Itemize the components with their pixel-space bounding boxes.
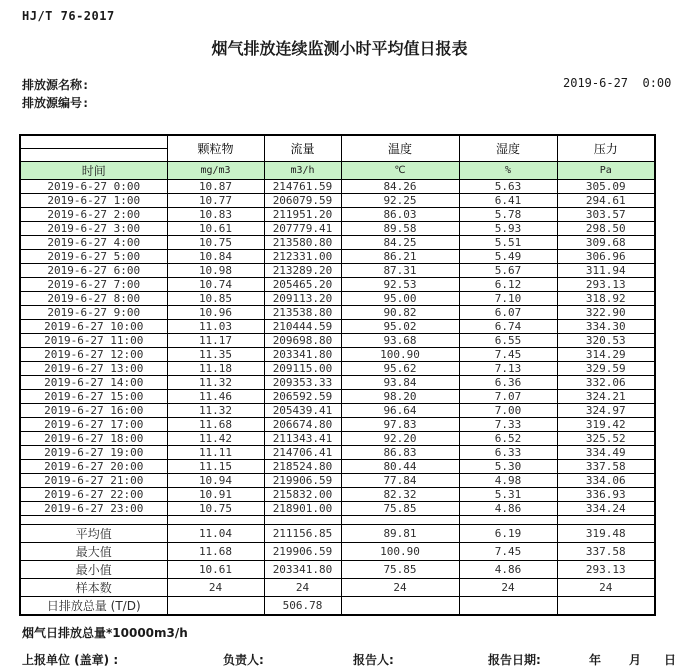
- spacer-cell: [341, 515, 459, 524]
- cell-value: 332.06: [557, 375, 655, 389]
- cell-value: 293.13: [557, 560, 655, 578]
- cell-value: 11.35: [167, 347, 264, 361]
- cell-value: 11.32: [167, 375, 264, 389]
- cell-value: 10.84: [167, 249, 264, 263]
- summary-label: 最大值: [20, 542, 167, 560]
- table-row: [20, 473, 655, 487]
- header-empty-cell: [20, 148, 167, 161]
- cell-value: 11.68: [167, 417, 264, 431]
- cell-value: 11.18: [167, 361, 264, 375]
- report-page: [0, 9, 679, 670]
- cell-value: 80.44: [341, 459, 459, 473]
- cell-value: 10.85: [167, 291, 264, 305]
- table-row: [20, 389, 655, 403]
- summary-label: 平均值: [20, 524, 167, 542]
- cell-time: 2019-6-27 7:00: [20, 277, 167, 291]
- source-name-label: 排放源名称:: [22, 78, 90, 92]
- cell-value: 11.17: [167, 333, 264, 347]
- cell-value: 206674.80: [264, 417, 341, 431]
- spacer-cell: [20, 515, 167, 524]
- cell-value: 100.90: [341, 542, 459, 560]
- table-header: [20, 135, 655, 179]
- cell-value: 209115.00: [264, 361, 341, 375]
- cell-value: 319.42: [557, 417, 655, 431]
- cell-value: 98.20: [341, 389, 459, 403]
- cell-value: 10.87: [167, 179, 264, 193]
- cell-value: 96.64: [341, 403, 459, 417]
- cell-time: 2019-6-27 16:00: [20, 403, 167, 417]
- header-row-top: [20, 135, 655, 148]
- cell-value: 95.62: [341, 361, 459, 375]
- cell-value: 10.75: [167, 501, 264, 515]
- unit-pm: mg/m3: [167, 161, 264, 179]
- table-row: [20, 221, 655, 235]
- cell-value: 5.78: [459, 207, 557, 221]
- cell-value: 211156.85: [264, 524, 341, 542]
- cell-value: 87.31: [341, 263, 459, 277]
- cell-value: 11.46: [167, 389, 264, 403]
- summary-label: 样本数: [20, 578, 167, 596]
- cell-value: 6.19: [459, 524, 557, 542]
- cell-value: 306.96: [557, 249, 655, 263]
- cell-value: 303.57: [557, 207, 655, 221]
- column-header-temperature: 温度: [341, 135, 459, 161]
- cell-value: 10.91: [167, 487, 264, 501]
- time-column-header: 时间: [20, 161, 167, 179]
- cell-value: 11.15: [167, 459, 264, 473]
- table-row: [20, 560, 655, 578]
- cell-value: 5.67: [459, 263, 557, 277]
- cell-value: 93.68: [341, 333, 459, 347]
- cell-value: 334.49: [557, 445, 655, 459]
- unit-flow: m3/h: [264, 161, 341, 179]
- table-row: [20, 263, 655, 277]
- table-row: [20, 333, 655, 347]
- table-row: [20, 524, 655, 542]
- cell-value: 24: [264, 578, 341, 596]
- cell-value: 4.98: [459, 473, 557, 487]
- cell-value: 4.86: [459, 501, 557, 515]
- summary-label: 最小值: [20, 560, 167, 578]
- cell-value: 322.90: [557, 305, 655, 319]
- cell-value: 11.32: [167, 403, 264, 417]
- cell-value: 77.84: [341, 473, 459, 487]
- table-row: [20, 305, 655, 319]
- page-title: 烟气排放连续监测小时平均值日报表: [211, 39, 468, 58]
- cell-time: 2019-6-27 15:00: [20, 389, 167, 403]
- table-row: [20, 179, 655, 193]
- cell-value: 206079.59: [264, 193, 341, 207]
- table-row: [20, 487, 655, 501]
- cell-value: 6.33: [459, 445, 557, 459]
- cell-value: 86.03: [341, 207, 459, 221]
- table-row: [20, 249, 655, 263]
- cell-value: 506.78: [264, 596, 341, 615]
- cell-value: 209113.20: [264, 291, 341, 305]
- cell-value: 319.48: [557, 524, 655, 542]
- cell-value: [459, 596, 557, 615]
- units-row: [20, 161, 655, 179]
- cell-value: 92.20: [341, 431, 459, 445]
- cell-value: 97.83: [341, 417, 459, 431]
- cell-value: 337.58: [557, 459, 655, 473]
- cell-value: 7.10: [459, 291, 557, 305]
- cell-value: 89.58: [341, 221, 459, 235]
- cell-value: 219906.59: [264, 473, 341, 487]
- cell-value: 324.21: [557, 389, 655, 403]
- cell-value: 95.00: [341, 291, 459, 305]
- cell-value: 203341.80: [264, 347, 341, 361]
- cell-value: 95.02: [341, 319, 459, 333]
- responsible-person-label: 负责人:: [223, 652, 264, 667]
- cell-value: 10.75: [167, 235, 264, 249]
- cell-value: [167, 596, 264, 615]
- cell-value: 11.03: [167, 319, 264, 333]
- cell-time: 2019-6-27 11:00: [20, 333, 167, 347]
- cell-value: 7.45: [459, 542, 557, 560]
- cell-value: 10.74: [167, 277, 264, 291]
- table-row: [20, 319, 655, 333]
- cell-value: 314.29: [557, 347, 655, 361]
- header-empty-cell: [20, 135, 167, 148]
- cell-time: 2019-6-27 1:00: [20, 193, 167, 207]
- source-code-label: 排放源编号:: [22, 96, 90, 110]
- table-row: [20, 193, 655, 207]
- cell-value: 298.50: [557, 221, 655, 235]
- cell-value: 4.86: [459, 560, 557, 578]
- cell-time: 2019-6-27 22:00: [20, 487, 167, 501]
- cell-value: 75.85: [341, 501, 459, 515]
- month-label: 月: [629, 652, 642, 667]
- cell-value: 334.06: [557, 473, 655, 487]
- cell-value: 213580.80: [264, 235, 341, 249]
- year-label: 年: [589, 652, 602, 667]
- table-gap: [20, 515, 655, 524]
- cell-value: 5.30: [459, 459, 557, 473]
- spacer-cell: [459, 515, 557, 524]
- spacer-cell: [167, 515, 264, 524]
- cell-value: [557, 596, 655, 615]
- cell-value: 24: [459, 578, 557, 596]
- cell-value: 5.31: [459, 487, 557, 501]
- cell-value: 86.21: [341, 249, 459, 263]
- cell-value: 209353.33: [264, 375, 341, 389]
- cell-value: 214706.41: [264, 445, 341, 459]
- cell-value: 6.41: [459, 193, 557, 207]
- cell-value: 5.93: [459, 221, 557, 235]
- cell-value: 10.94: [167, 473, 264, 487]
- table-row: [20, 578, 655, 596]
- cell-value: 92.25: [341, 193, 459, 207]
- cell-value: 84.26: [341, 179, 459, 193]
- cell-value: 210444.59: [264, 319, 341, 333]
- cell-value: 6.52: [459, 431, 557, 445]
- cell-value: 320.53: [557, 333, 655, 347]
- unit-temperature: ℃: [341, 161, 459, 179]
- cell-time: 2019-6-27 20:00: [20, 459, 167, 473]
- cell-value: 205465.20: [264, 277, 341, 291]
- cell-value: 24: [341, 578, 459, 596]
- cell-value: 219906.59: [264, 542, 341, 560]
- cell-value: 325.52: [557, 431, 655, 445]
- cell-time: 2019-6-27 19:00: [20, 445, 167, 459]
- cell-time: 2019-6-27 8:00: [20, 291, 167, 305]
- cell-value: 6.74: [459, 319, 557, 333]
- cell-value: 84.25: [341, 235, 459, 249]
- cell-value: 86.83: [341, 445, 459, 459]
- cell-value: 334.30: [557, 319, 655, 333]
- cell-time: 2019-6-27 9:00: [20, 305, 167, 319]
- cell-value: 11.42: [167, 431, 264, 445]
- cell-value: 100.90: [341, 347, 459, 361]
- cell-time: 2019-6-27 2:00: [20, 207, 167, 221]
- table-row: [20, 596, 655, 615]
- cell-value: 318.92: [557, 291, 655, 305]
- cell-value: 213538.80: [264, 305, 341, 319]
- reporter-label: 报告人:: [353, 652, 394, 667]
- column-header-pressure: 压力: [557, 135, 655, 161]
- table-row: [20, 403, 655, 417]
- standard-code: HJ/T 76-2017: [22, 9, 115, 23]
- cell-time: 2019-6-27 13:00: [20, 361, 167, 375]
- cell-value: 7.33: [459, 417, 557, 431]
- table-row: [20, 347, 655, 361]
- table-row: [20, 431, 655, 445]
- cell-value: 5.51: [459, 235, 557, 249]
- cell-value: 213289.20: [264, 263, 341, 277]
- cell-value: 89.81: [341, 524, 459, 542]
- cell-value: 334.24: [557, 501, 655, 515]
- report-unit-label: 上报单位 (盖章) :: [22, 652, 119, 667]
- cell-value: 6.12: [459, 277, 557, 291]
- cell-value: 6.36: [459, 375, 557, 389]
- table-row: [20, 459, 655, 473]
- cell-value: 10.61: [167, 221, 264, 235]
- column-header-pm: 颗粒物: [167, 135, 264, 161]
- cell-value: 10.96: [167, 305, 264, 319]
- cell-time: 2019-6-27 10:00: [20, 319, 167, 333]
- table-row: [20, 501, 655, 515]
- cell-value: 7.13: [459, 361, 557, 375]
- cell-time: 2019-6-27 21:00: [20, 473, 167, 487]
- cell-time: 2019-6-27 12:00: [20, 347, 167, 361]
- cell-value: 90.82: [341, 305, 459, 319]
- cell-time: 2019-6-27 18:00: [20, 431, 167, 445]
- cell-time: 2019-6-27 23:00: [20, 501, 167, 515]
- cell-value: 215832.00: [264, 487, 341, 501]
- cell-value: 293.13: [557, 277, 655, 291]
- summary-label: 日排放总量 (T/D): [20, 596, 167, 615]
- cell-value: 6.07: [459, 305, 557, 319]
- cell-value: 309.68: [557, 235, 655, 249]
- cell-value: 211343.41: [264, 431, 341, 445]
- table-row: [20, 361, 655, 375]
- cell-value: 311.94: [557, 263, 655, 277]
- cell-value: 5.63: [459, 179, 557, 193]
- report-datetime: 2019-6-27 0:00: [563, 76, 672, 90]
- meta-block: [0, 74, 679, 120]
- cell-time: 2019-6-27 0:00: [20, 179, 167, 193]
- hourly-average-table: [19, 134, 656, 616]
- cell-value: 11.04: [167, 524, 264, 542]
- cell-value: 294.61: [557, 193, 655, 207]
- unit-humidity: %: [459, 161, 557, 179]
- cell-value: 92.53: [341, 277, 459, 291]
- cell-value: 207779.41: [264, 221, 341, 235]
- cell-time: 2019-6-27 6:00: [20, 263, 167, 277]
- cell-value: 218901.00: [264, 501, 341, 515]
- cell-value: 305.09: [557, 179, 655, 193]
- cell-value: 214761.59: [264, 179, 341, 193]
- column-header-flow: 流量: [264, 135, 341, 161]
- cell-value: 324.97: [557, 403, 655, 417]
- table-row: [20, 277, 655, 291]
- cell-value: 329.59: [557, 361, 655, 375]
- cell-time: 2019-6-27 3:00: [20, 221, 167, 235]
- signature-line: [0, 649, 679, 671]
- table-summary: [20, 524, 655, 615]
- cell-value: 10.98: [167, 263, 264, 277]
- unit-pressure: Pa: [557, 161, 655, 179]
- cell-value: 10.83: [167, 207, 264, 221]
- table-row: [20, 445, 655, 459]
- cell-value: 24: [557, 578, 655, 596]
- column-header-humidity: 湿度: [459, 135, 557, 161]
- spacer-cell: [264, 515, 341, 524]
- cell-value: 10.77: [167, 193, 264, 207]
- cell-value: 82.32: [341, 487, 459, 501]
- day-label: 日: [664, 652, 677, 667]
- table-row: [20, 542, 655, 560]
- cell-value: 7.07: [459, 389, 557, 403]
- cell-value: 11.68: [167, 542, 264, 560]
- spacer-row: [20, 515, 655, 524]
- cell-value: 93.84: [341, 375, 459, 389]
- cell-time: 2019-6-27 4:00: [20, 235, 167, 249]
- cell-value: 205439.41: [264, 403, 341, 417]
- cell-value: 7.00: [459, 403, 557, 417]
- cell-value: 11.11: [167, 445, 264, 459]
- cell-value: 206592.59: [264, 389, 341, 403]
- cell-value: 5.49: [459, 249, 557, 263]
- cell-value: 6.55: [459, 333, 557, 347]
- cell-value: 10.61: [167, 560, 264, 578]
- cell-time: 2019-6-27 17:00: [20, 417, 167, 431]
- cell-value: 218524.80: [264, 459, 341, 473]
- cell-value: 7.45: [459, 347, 557, 361]
- spacer-cell: [557, 515, 655, 524]
- cell-value: 75.85: [341, 560, 459, 578]
- cell-value: 24: [167, 578, 264, 596]
- table-row: [20, 291, 655, 305]
- table-row: [20, 417, 655, 431]
- table-row: [20, 235, 655, 249]
- cell-value: 203341.80: [264, 560, 341, 578]
- table-row: [20, 207, 655, 221]
- cell-value: 211951.20: [264, 207, 341, 221]
- cell-value: 337.58: [557, 542, 655, 560]
- cell-value: 209698.80: [264, 333, 341, 347]
- cell-time: 2019-6-27 14:00: [20, 375, 167, 389]
- table-row: [20, 375, 655, 389]
- table-body: [20, 179, 655, 515]
- cell-value: 336.93: [557, 487, 655, 501]
- cell-time: 2019-6-27 5:00: [20, 249, 167, 263]
- cell-value: [341, 596, 459, 615]
- cell-value: 212331.00: [264, 249, 341, 263]
- report-date-label: 报告日期:: [488, 652, 541, 667]
- total-emission-note: 烟气日排放总量*10000m3/h: [22, 625, 188, 640]
